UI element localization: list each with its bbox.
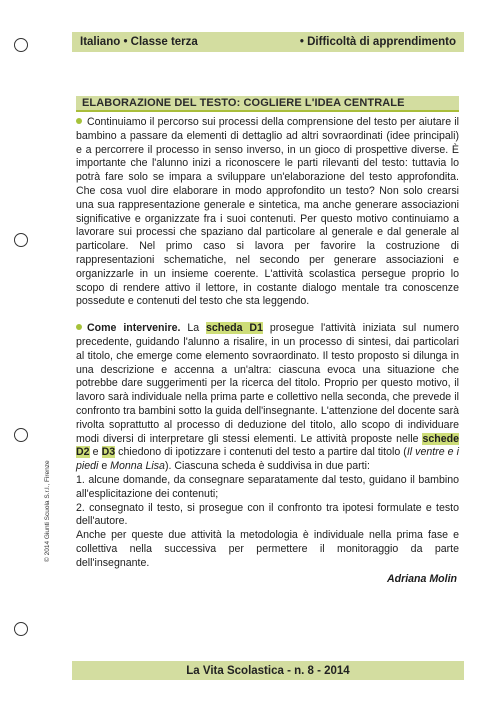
author-signature: Adriana Molin — [386, 572, 457, 585]
article — [76, 96, 459, 586]
paragraph-intervention: Come intervenire. La scheda D1 prosegue l'attività iniziata sul numero precedente, guidando l'alunno a risalire, in un processo di sintesi, dai particolari al titolo, che emerge come elemento sovraordinato. Il testo proposto si dilunga in una descrizione e accenna a un'altra: ciascuna evoca una situazione che potrebbe dare suggerimenti per la ricerca del titolo. Proprio per questo motivo, il lavoro sarà individuale nella prima parte e collettivo nella seconda, che prevede il confronto tra bambini sotto la guida dell'insegnante. L'attenzione del docente sarà rivolta soprattutto al processo di deduzione del titolo, allo scopo di individuare modi diversi di interpretare gli stessi elementi. Le attività proposte nelle schede D2 e D3 chiedono di ipotizzare i contenuti del testo a partire dal titolo (Il ventre e i piedi e Monna Lisa). Ciascuna scheda è suddivisa in due parti: — [76, 322, 459, 473]
paragraph-intro-text: Continuiamo il percorso sui processi della comprensione del testo per aiutare il bambino a passare da elementi di dettaglio ad altri sovraordinati (idee principali) e a percorrere il processo in senso inverso, in un gioco di prospettive diverse. È importante che l'alunno inizi a riconoscere le parti rilevanti del testo: tuttavia lo potrà fare solo se impara a sviluppare un'elaborazione del testo approfondita. Che cosa vuol dire elaborare in modo approfondito un testo? Non solo crearsi una sua rappresentazione generale e sintetica, ma anche generare associazioni significative e organizzate fra i suoi contenuti. Per questo motivo continuiamo a lavorare sui processi che spaziano dal particolare al generale e dal generale al particolare. Nel primo caso si lavora per favorire la costruzione di rappresentazioni schematiche, nel secondo per generare associazioni e organizzarle in un insieme coerente. L'attività scolastica persegue proprio lo scopo di rendere attivo il lettore, in costante dialogo mentale tra conoscenze possedute e contenuti del testo che sta leggendo. — [76, 116, 459, 308]
title-ventre: Il ventre e i piedi — [76, 446, 459, 473]
binder-hole — [14, 428, 28, 442]
lead-in: Come intervenire. — [87, 322, 181, 335]
header-subject: Italiano • Classe terza — [80, 36, 198, 48]
footer-band — [72, 661, 464, 680]
highlight-schede-d2: schede D2 — [76, 432, 459, 459]
binder-hole — [14, 38, 28, 52]
section-heading: ELABORAZIONE DEL TESTO: COGLIERE L'IDEA CENTRALE — [76, 96, 459, 112]
list-item: 1. alcune domande, da consegnare separatamente dal testo, guidano il bambino all'esplicitazione dei contenuti; — [76, 473, 459, 500]
bullet-icon — [76, 324, 82, 330]
binder-hole — [14, 622, 28, 636]
bullet-icon — [76, 118, 82, 124]
title-monna-lisa: Monna Lisa — [110, 460, 165, 473]
footer-text: La Vita Scolastica - n. 8 - 2014 — [186, 664, 350, 677]
highlight-d3: D3 — [101, 446, 116, 459]
highlight-scheda-d1: scheda D1 — [206, 322, 263, 335]
header-topic: • Difficoltà di apprendimento — [299, 36, 456, 48]
copyright-note: © 2014 Giunti Scuola S.r.l., Firenze — [44, 460, 51, 562]
binder-hole — [14, 233, 28, 247]
list-item: 2. consegnato il testo, si prosegue con il confronto tra ipotesi formulate e testo dell'autore. — [76, 501, 459, 528]
header-band — [72, 32, 464, 52]
paragraph-method: Anche per queste due attività la metodologia è individuale nella prima fase e collettiva nella successiva per permettere il monitoraggio da parte dell'insegnante. — [76, 529, 459, 569]
paragraph-intro — [76, 116, 459, 309]
